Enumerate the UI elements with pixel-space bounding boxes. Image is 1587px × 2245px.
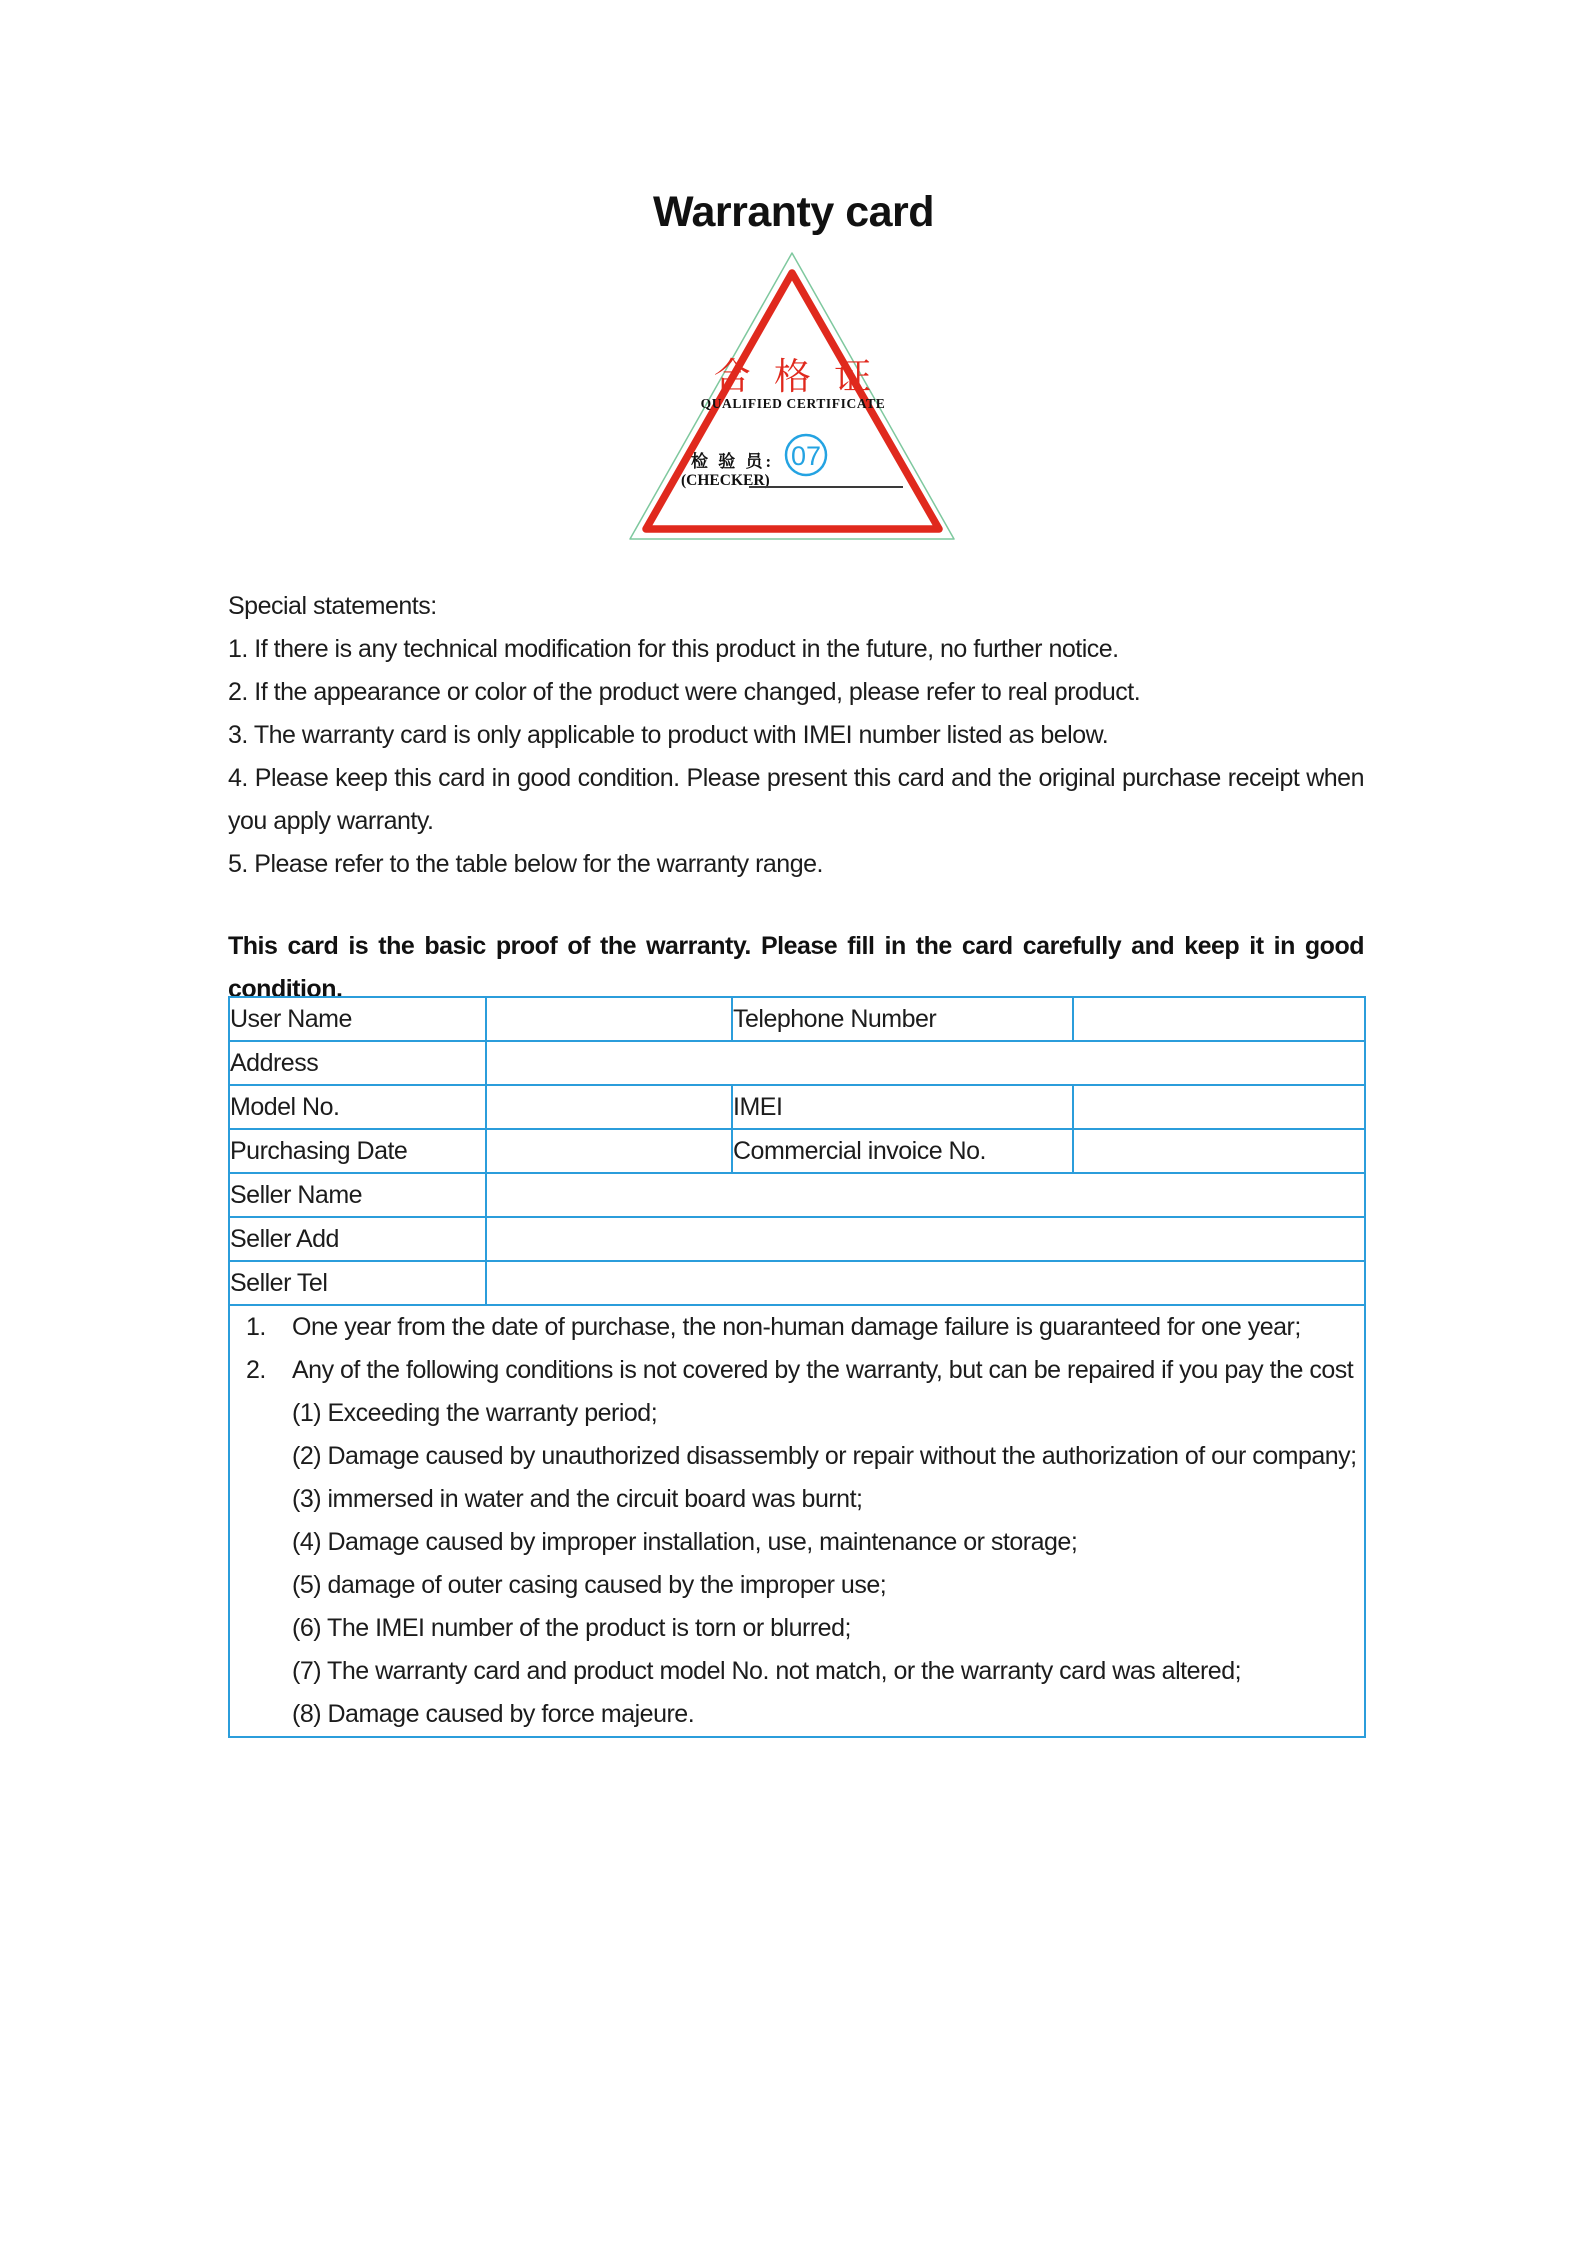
badge-cn-title: 合 格 证 <box>713 357 879 398</box>
term-1-number: 1. <box>246 1313 266 1341</box>
warranty-condition-8: (8) Damage caused by force majeure. <box>292 1700 695 1728</box>
warranty-terms-cell <box>229 1305 1365 1737</box>
statement-item-3: 3. The warranty card is only applicable to product with IMEI number listed as below. <box>228 721 1109 749</box>
term-2-text: Any of the following conditions is not covered by the warranty, but can be repaired if you pay the cost <box>292 1356 1354 1384</box>
label-purchasing-date: Purchasing Date <box>229 1129 486 1173</box>
table-row-address <box>229 1041 1365 1085</box>
label-seller-add: Seller Add <box>229 1217 486 1261</box>
label-user-name: User Name <box>229 997 486 1041</box>
warranty-condition-7: (7) The warranty card and product model No. not match, or the warranty card was altered; <box>292 1657 1242 1685</box>
label-telephone-number: Telephone Number <box>732 997 1073 1041</box>
table-row-model <box>229 1085 1365 1129</box>
table-row-seller-name <box>229 1173 1365 1217</box>
label-seller-tel: Seller Tel <box>229 1261 486 1305</box>
label-address: Address <box>229 1041 486 1085</box>
table-row-user <box>229 997 1365 1041</box>
special-statements <box>228 585 1364 886</box>
proof-note: This card is the basic proof of the warranty. Please fill in the card carefully and keep it in good condition. <box>228 932 1364 1003</box>
table-row-purchasing-date <box>229 1129 1365 1173</box>
value-purchasing-date <box>486 1129 732 1173</box>
statement-item-5: 5. Please refer to the table below for the warranty range. <box>228 850 823 878</box>
value-imei <box>1073 1085 1365 1129</box>
label-seller-name: Seller Name <box>229 1173 486 1217</box>
warranty-condition-6: (6) The IMEI number of the product is torn or blurred; <box>292 1614 851 1642</box>
label-imei: IMEI <box>732 1085 1073 1129</box>
warranty-term-2 <box>230 1349 1364 1392</box>
statement-item-4: 4. Please keep this card in good condition. Please present this card and the original purchase receipt when you apply warranty. <box>228 764 1364 835</box>
warranty-condition-2: (2) Damage caused by unauthorized disassembly or repair without the authorization of our company; <box>292 1442 1357 1470</box>
label-model-no: Model No. <box>229 1085 486 1129</box>
badge-en-title: QUALIFIED CERTIFICATE <box>700 396 886 411</box>
page-title: Warranty card <box>652 188 935 236</box>
label-commercial-invoice-no: Commercial invoice No. <box>732 1129 1073 1173</box>
badge-checker-label-en: (CHECKER) <box>681 472 770 489</box>
value-user-name <box>486 997 732 1041</box>
term-2-number: 2. <box>246 1356 266 1384</box>
statement-item-1: 1. If there is any technical modification for this product in the future, no further notice. <box>228 635 1119 663</box>
warranty-condition-4: (4) Damage caused by improper installation, use, maintenance or storage; <box>292 1528 1078 1556</box>
value-commercial-invoice-no <box>1073 1129 1365 1173</box>
value-seller-name <box>486 1173 1365 1217</box>
term-1-text: One year from the date of purchase, the non-human damage failure is guaranteed for one year; <box>292 1313 1301 1341</box>
warranty-condition-5: (5) damage of outer casing caused by the improper use; <box>292 1571 887 1599</box>
table-row-seller-tel <box>229 1261 1365 1305</box>
statements-heading: Special statements: <box>228 592 437 620</box>
warranty-condition-3: (3) immersed in water and the circuit board was burnt; <box>292 1485 863 1513</box>
value-model-no <box>486 1085 732 1129</box>
warranty-condition-1: (1) Exceeding the warranty period; <box>292 1399 658 1427</box>
warranty-table <box>228 996 1366 1738</box>
value-telephone-number <box>1073 997 1365 1041</box>
warranty-term-1 <box>230 1306 1364 1349</box>
statement-item-2: 2. If the appearance or color of the product were changed, please refer to real product. <box>228 678 1141 706</box>
value-seller-add <box>486 1217 1365 1261</box>
table-row-terms <box>229 1305 1365 1737</box>
badge-checker-label-cn: 检 验 员: <box>691 452 775 471</box>
value-seller-tel <box>486 1261 1365 1305</box>
value-address <box>486 1041 1365 1085</box>
table-row-seller-add <box>229 1217 1365 1261</box>
qualified-certificate-badge <box>625 247 959 545</box>
checker-stamp-number: 07 <box>790 441 822 471</box>
